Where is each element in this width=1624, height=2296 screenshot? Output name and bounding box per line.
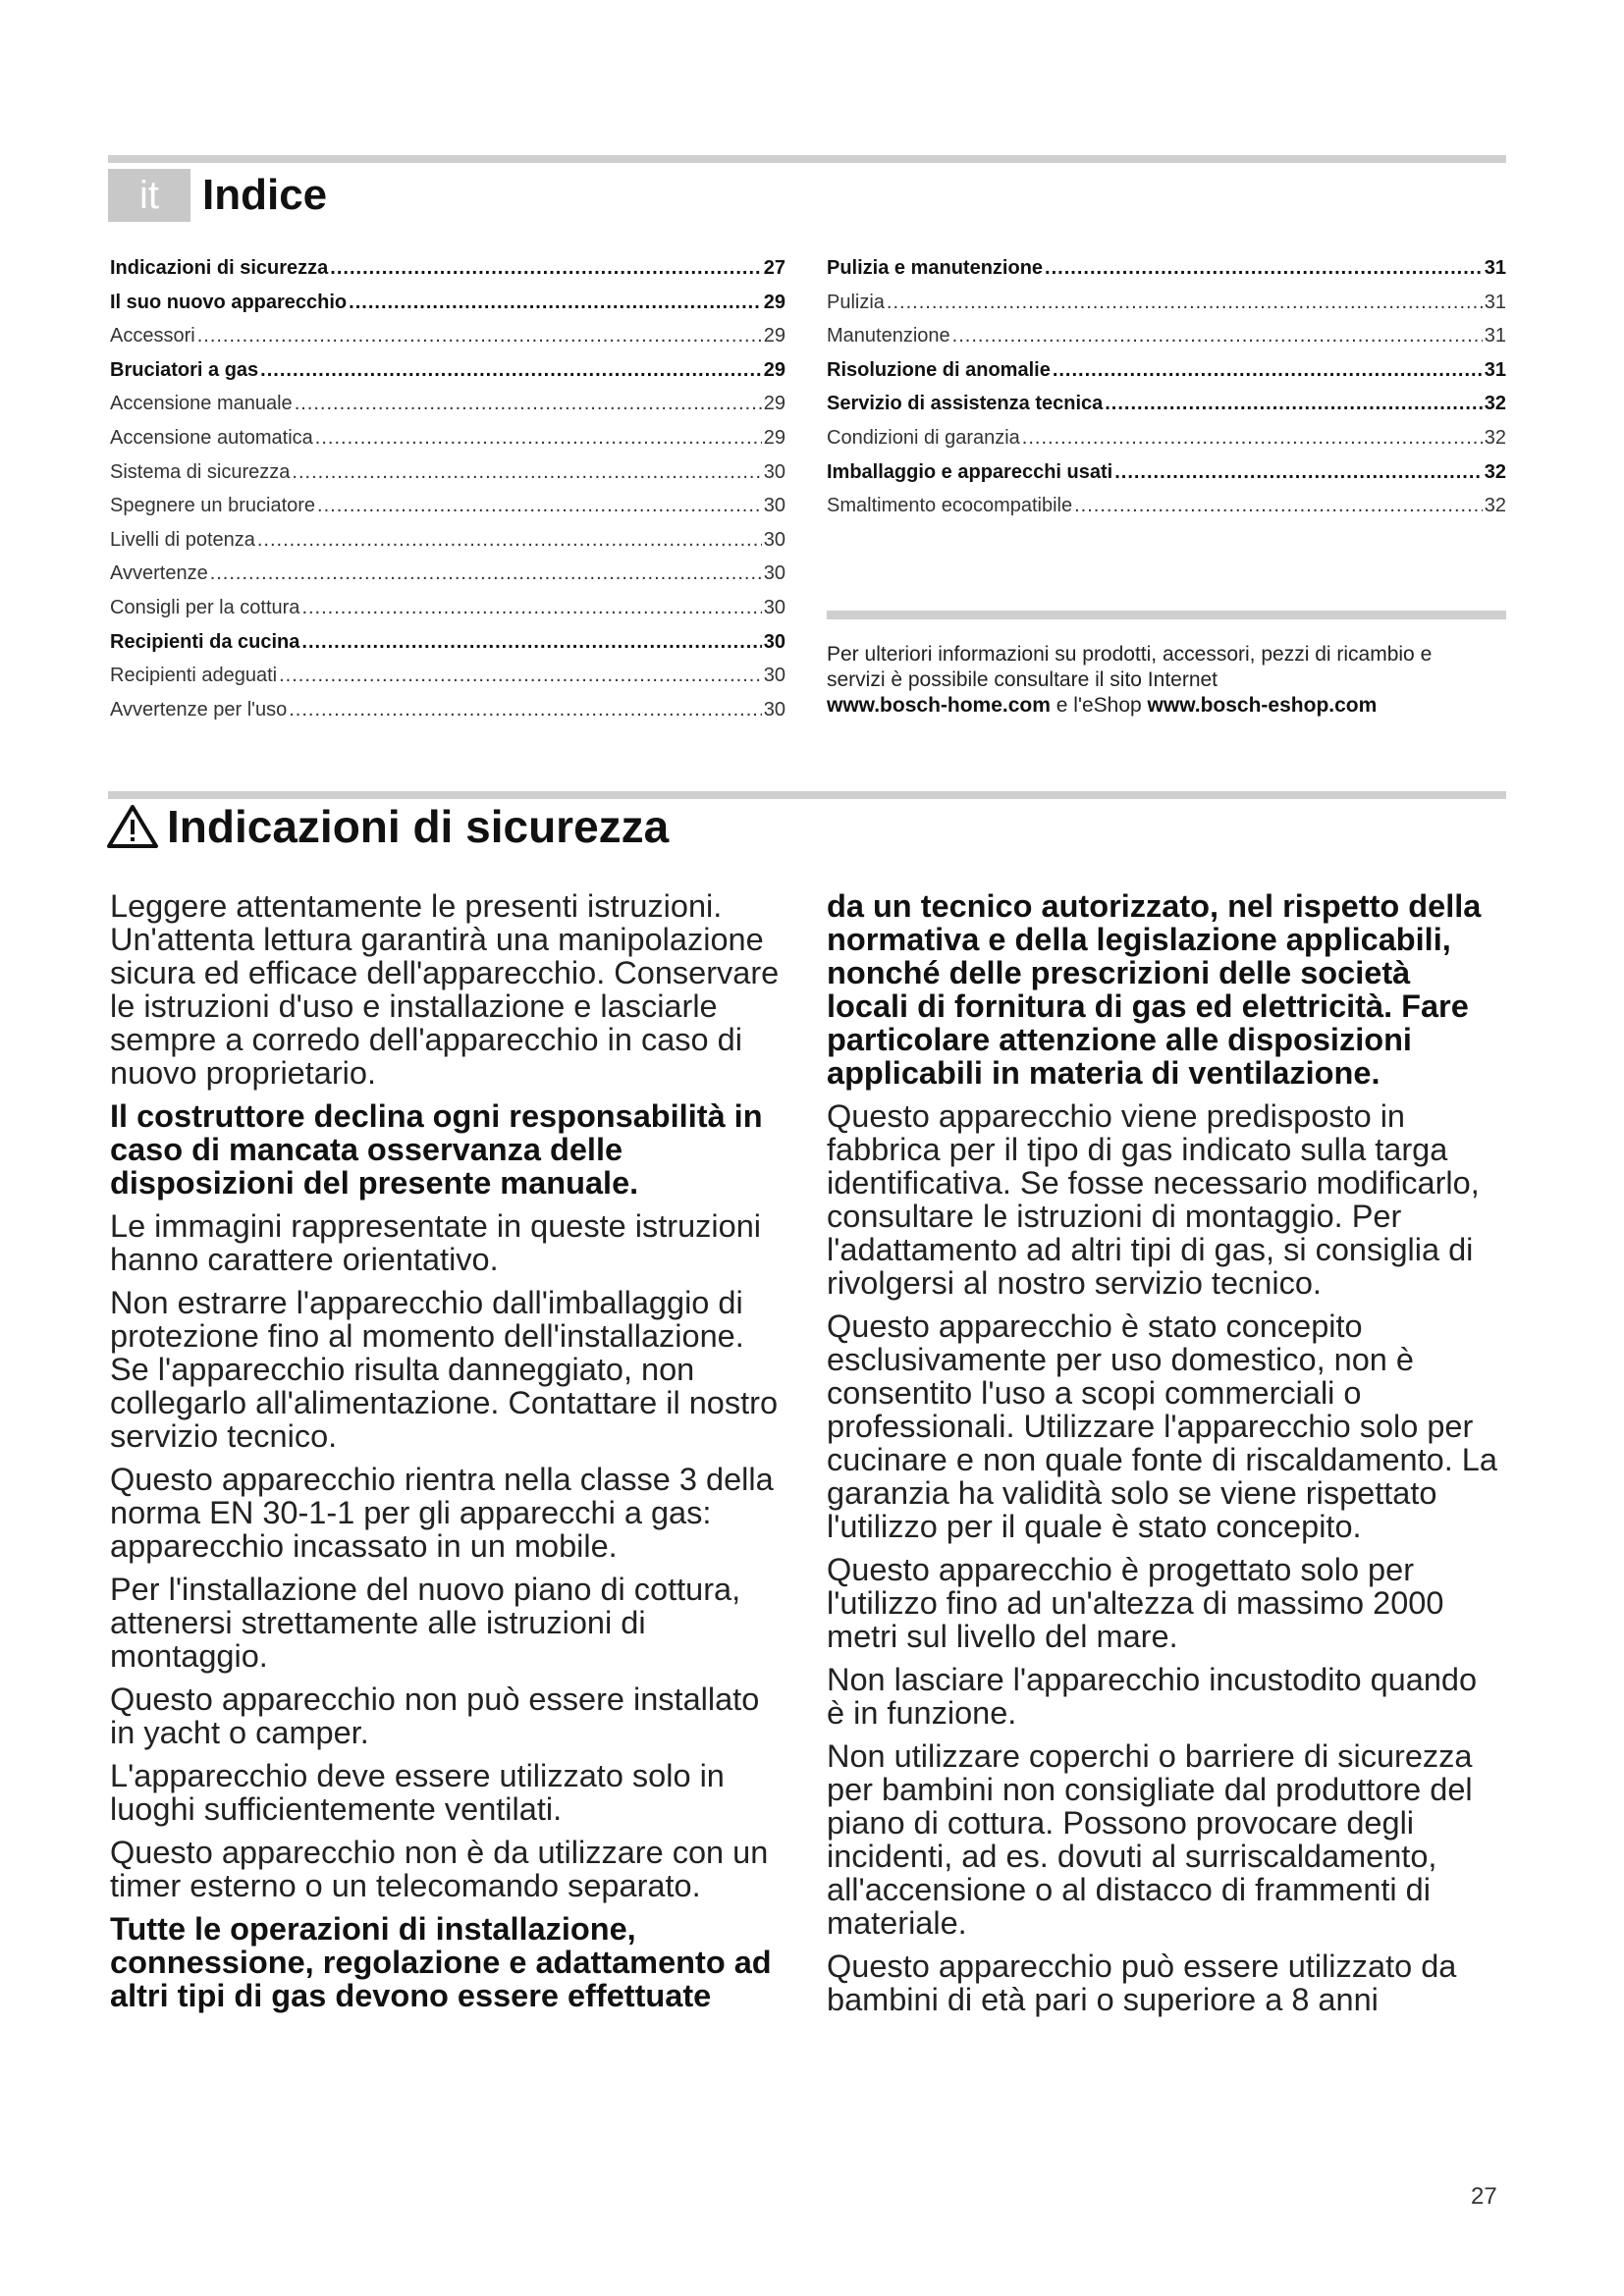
toc-entry[interactable] xyxy=(827,495,1506,529)
toc-entry-title: Consigli per la cottura xyxy=(110,596,300,618)
toc-left-column xyxy=(110,257,785,732)
toc-leader-dots xyxy=(887,292,1483,314)
toc-entry-title: Smaltimento ecocompatibile xyxy=(827,495,1073,517)
toc-entry-title: Sistema di sicurezza xyxy=(110,460,291,483)
safety-warning-paragraph: Il costruttore declina ogni responsabilità in caso di mancata osservanza delle disposizioni del presente manuale. xyxy=(110,1098,763,1201)
safety-paragraph: Leggere attentamente le presenti istruzioni. Un'attenta lettura garantirà una manipolazione sicura ed efficace dell'apparecchio. Conservare le istruzioni d'uso e installazione e lasciarle sempre a corredo dell'apparecchio in caso di nuovo proprietario. xyxy=(110,888,780,1091)
bosch-home-link[interactable]: www.bosch-home.com xyxy=(827,694,1051,717)
info-divider xyxy=(827,611,1506,619)
toc-entry[interactable] xyxy=(827,393,1506,427)
toc-entry[interactable] xyxy=(110,292,785,326)
toc-entry-page: 30 xyxy=(763,562,785,585)
toc-leader-dots xyxy=(292,461,761,484)
toc-entry-title: Risoluzione di anomalie xyxy=(827,358,1051,381)
toc-leader-dots xyxy=(289,699,762,721)
toc-leader-dots xyxy=(315,427,762,450)
toc-entry-title: Spegnere un bruciatore xyxy=(110,495,316,517)
toc-entry-title: Recipienti adeguati xyxy=(110,665,278,687)
toc-entry[interactable] xyxy=(110,257,785,292)
toc-entry[interactable] xyxy=(110,359,785,394)
toc-entry-page: 30 xyxy=(763,596,785,618)
bosch-eshop-link[interactable]: www.bosch-eshop.com xyxy=(1147,694,1378,717)
toc-entry-page: 31 xyxy=(1484,291,1506,313)
toc-entry-title: Accessori xyxy=(110,325,195,347)
toc-entry-page: 32 xyxy=(1484,460,1506,483)
toc-entry-page: 29 xyxy=(763,358,785,381)
toc-entry[interactable] xyxy=(110,665,785,699)
toc-entry-page: 31 xyxy=(1484,325,1506,347)
toc-leader-dots xyxy=(197,325,762,347)
toc-entry-page: 32 xyxy=(1484,393,1506,415)
safety-paragraph: Non utilizzare coperchi o barriere di sicurezza per bambini non consigliate dal produttore del piano di cottura. Possono provocare degli incidenti, ad es. dovuti al surriscaldamento, all'accensione o al distacco di frammenti di materiale. xyxy=(827,1738,1473,1941)
toc-entry-title: Bruciatori a gas xyxy=(110,358,259,381)
toc-entry[interactable] xyxy=(110,699,785,733)
toc-entry-title: Pulizia xyxy=(827,291,885,313)
toc-leader-dots xyxy=(330,257,761,280)
toc-entry-title: Condizioni di garanzia xyxy=(827,426,1020,449)
toc-entry-page: 30 xyxy=(763,495,785,517)
toc-entry[interactable] xyxy=(110,631,785,666)
safety-warning-paragraph: da un tecnico autorizzato, nel rispetto della normativa e della legislazione applicabili, nonché delle prescrizioni delle società locali di fornitura di gas ed elettricità. Fare particolare attenzione alle disposizioni applicabili in materia di ventilazione. xyxy=(827,888,1482,1091)
toc-entry[interactable] xyxy=(827,427,1506,461)
safety-paragraph: Per l'installazione del nuovo piano di cottura, attenersi strettamente alle istruzioni di montaggio. xyxy=(110,1572,741,1674)
safety-paragraph: Questo apparecchio può essere utilizzato da bambini di età pari o superiore a 8 anni xyxy=(827,1949,1457,2017)
toc-entry-title: Avvertenze xyxy=(110,562,208,585)
toc-leader-dots xyxy=(257,529,762,552)
toc-entry-page: 32 xyxy=(1484,426,1506,449)
toc-entry[interactable] xyxy=(827,292,1506,326)
safety-paragraph: Non estrarre l'apparecchio dall'imballaggio di protezione fino al momento dell'installazione. Se l'apparecchio risulta danneggiato, non collegarlo all'alimentazione. Contattare il nostro servizio tecnico. xyxy=(110,1285,779,1454)
toc-entry[interactable] xyxy=(110,562,785,597)
toc-entry-title: Manutenzione xyxy=(827,325,950,347)
toc-leader-dots xyxy=(1114,461,1483,484)
toc-leader-dots xyxy=(1074,495,1483,517)
safety-paragraph: Non lasciare l'apparecchio incustodito quando è in funzione. xyxy=(827,1662,1478,1731)
safety-warning-paragraph: Tutte le operazioni di installazione, connessione, regolazione e adattamento ad altri tipi di gas devono essere effettuate xyxy=(110,1911,772,2013)
toc-leader-dots xyxy=(317,495,762,517)
index-title: Indice xyxy=(202,171,328,219)
safety-paragraph: Questo apparecchio non è da utilizzare con un timer esterno o un telecomando separato. xyxy=(110,1835,769,1903)
toc-entry-title: Il suo nuovo apparecchio xyxy=(110,291,348,313)
section-divider xyxy=(108,791,1506,799)
safety-paragraph: Questo apparecchio viene predisposto in fabbrica per il tipo di gas indicato sulla targa identificativa. Se fosse necessario modificarlo, consultare le istruzioni di montaggio. Per l'adattamento ad altri tipi di gas, si consiglia di rivolgersi al nostro servizio tecnico. xyxy=(827,1098,1480,1301)
safety-right-column xyxy=(827,889,1500,2026)
toc-leader-dots xyxy=(295,393,762,415)
safety-paragraph: L'apparecchio deve essere utilizzato solo in luoghi sufficientemente ventilati. xyxy=(110,1758,725,1827)
info-text: Per ulteriori informazioni su prodotti, accessori, pezzi di ricambio e servizi è possibile consultare il sito Internet xyxy=(827,643,1433,691)
top-divider xyxy=(108,155,1506,163)
language-tag: it xyxy=(108,169,190,222)
toc-right-column xyxy=(827,257,1506,529)
toc-leader-dots xyxy=(260,359,762,382)
toc-entry[interactable] xyxy=(827,359,1506,394)
toc-entry-page: 31 xyxy=(1484,358,1506,381)
toc-entry-page: 29 xyxy=(763,393,785,415)
safety-paragraph: Le immagini rappresentate in queste istruzioni hanno carattere orientativo. xyxy=(110,1208,761,1277)
toc-entry-page: 29 xyxy=(763,426,785,449)
toc-leader-dots xyxy=(279,665,762,687)
toc-entry[interactable] xyxy=(110,529,785,563)
safety-paragraph: Questo apparecchio non può essere installato in yacht o camper. xyxy=(110,1682,760,1750)
toc-entry-title: Accensione manuale xyxy=(110,393,293,415)
toc-leader-dots xyxy=(210,562,762,585)
toc-entry[interactable] xyxy=(110,597,785,631)
toc-entry-title: Indicazioni di sicurezza xyxy=(110,257,329,279)
toc-entry-title: Servizio di assistenza tecnica xyxy=(827,393,1104,415)
toc-leader-dots xyxy=(349,292,762,314)
toc-entry-page: 27 xyxy=(763,257,785,279)
toc-entry[interactable] xyxy=(827,325,1506,359)
toc-leader-dots xyxy=(1053,359,1483,382)
toc-leader-dots xyxy=(952,325,1483,347)
warning-triangle-icon xyxy=(106,803,159,850)
toc-entry-title: Pulizia e manutenzione xyxy=(827,257,1044,279)
toc-entry-page: 30 xyxy=(763,630,785,653)
toc-entry[interactable] xyxy=(110,461,785,496)
page-number: 27 xyxy=(1471,2183,1497,2210)
index-header xyxy=(108,169,327,222)
toc-entry-page: 30 xyxy=(763,460,785,483)
toc-entry[interactable] xyxy=(827,461,1506,496)
safety-paragraph: Questo apparecchio è progettato solo per l'utilizzo fino ad un'altezza di massimo 2000 metri sul livello del mare. xyxy=(827,1552,1444,1654)
toc-entry[interactable] xyxy=(110,495,785,529)
safety-header xyxy=(106,800,669,853)
info-box xyxy=(827,642,1455,719)
toc-leader-dots xyxy=(301,597,761,619)
toc-leader-dots xyxy=(1045,257,1483,280)
toc-entry-page: 30 xyxy=(763,528,785,551)
toc-entry-page: 32 xyxy=(1484,495,1506,517)
toc-entry-title: Avvertenze per l'uso xyxy=(110,698,288,721)
toc-entry-page: 31 xyxy=(1484,257,1506,279)
toc-entry-title: Imballaggio e apparecchi usati xyxy=(827,460,1113,483)
toc-leader-dots xyxy=(1105,393,1483,415)
toc-entry-title: Accensione automatica xyxy=(110,426,313,449)
toc-entry-page: 30 xyxy=(763,665,785,687)
toc-entry[interactable] xyxy=(827,257,1506,292)
toc-leader-dots xyxy=(1022,427,1483,450)
safety-paragraph: Questo apparecchio rientra nella classe 3 della norma EN 30-1-1 per gli apparecchi a gas: apparecchio incassato in un mobile. xyxy=(110,1462,774,1564)
toc-entry-page: 29 xyxy=(763,291,785,313)
info-connector: e l'eShop xyxy=(1056,694,1142,717)
toc-entry-title: Livelli di potenza xyxy=(110,528,255,551)
safety-paragraph: Questo apparecchio è stato concepito esclusivamente per uso domestico, non è consentito l'uso a scopi commerciali o professionali. Utilizzare l'apparecchio solo per cucinare e non quale fonte di riscaldamento. La garanzia ha validità solo se viene rispettato l'utilizzo per il quale è stato concepito. xyxy=(827,1308,1497,1544)
toc-entry[interactable] xyxy=(110,427,785,461)
toc-entry-page: 30 xyxy=(763,698,785,721)
toc-leader-dots xyxy=(301,631,761,654)
toc-entry-page: 29 xyxy=(763,325,785,347)
toc-entry-title: Recipienti da cucina xyxy=(110,630,300,653)
safety-title: Indicazioni di sicurezza xyxy=(167,801,670,852)
toc-entry[interactable] xyxy=(110,393,785,427)
toc-entry[interactable] xyxy=(110,325,785,359)
safety-left-column xyxy=(110,889,784,2022)
